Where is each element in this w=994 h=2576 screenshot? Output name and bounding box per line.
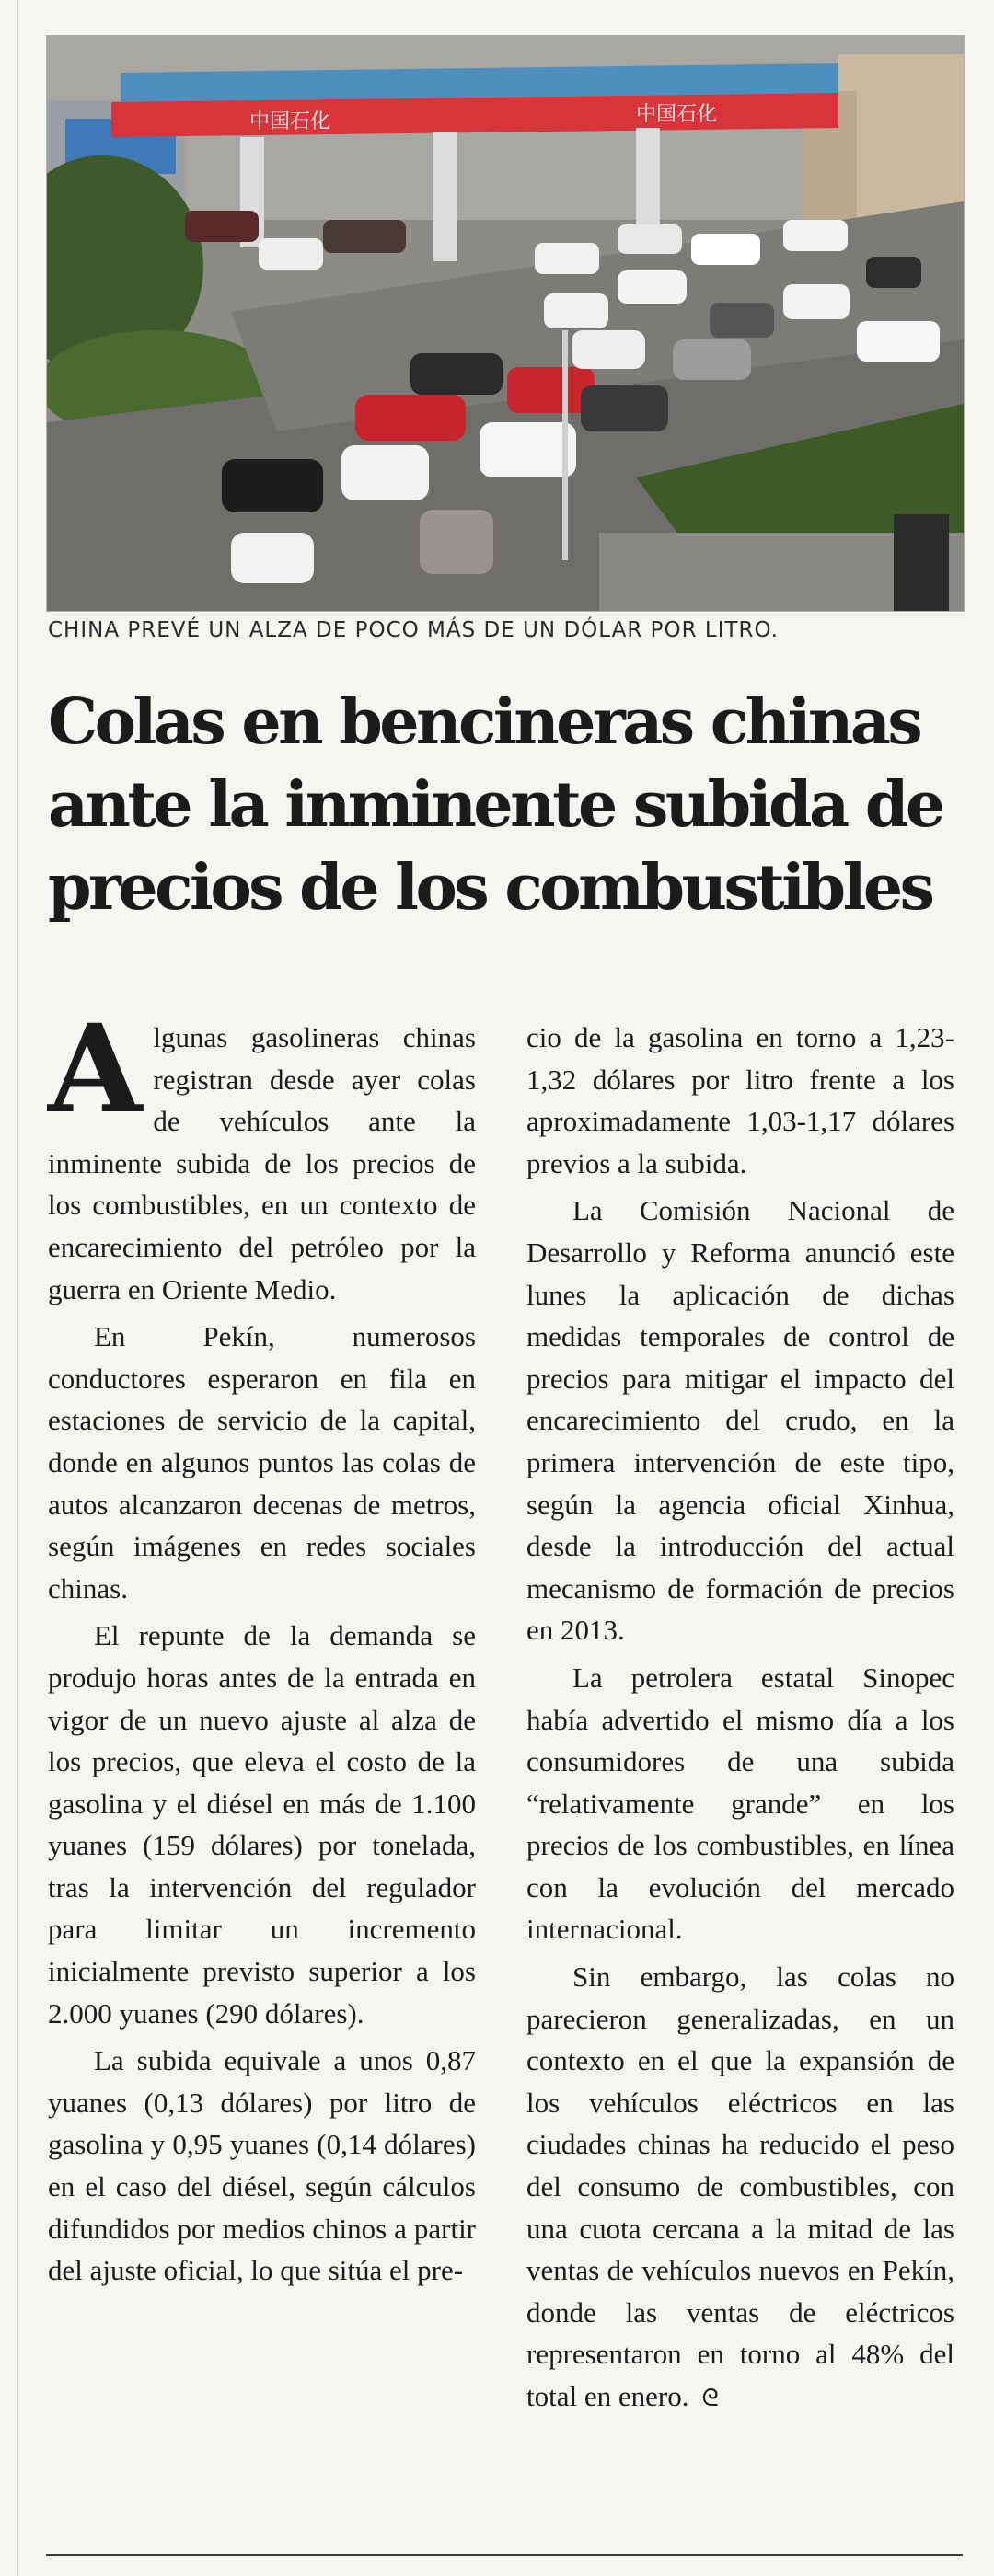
article-paragraph-6: La Comisión Nacional de Desarrollo y Reforma anunció este lunes la aplicación de dichas medidas temporales de control de precios para mitigar el impacto del encarecimiento del crudo, en la primera intervención de este tipo, según la agencia oficial Xinhua, desde la introducción del actual mecanismo de formación de precios en 2013. <box>526 1194 954 1647</box>
station-sign-text: 中国石化 <box>636 103 718 126</box>
article-paragraph-5: cio de la gasolina en torno a 1,23-1,32 dólares por litro frente a los aproximadamente 1,03-1,17 dólares previos a la subida. <box>526 1021 954 1179</box>
article-paragraph-3: El repunte de la demanda se produjo horas antes de la entrada en vigor de un nuevo ajuste al alza de los precios, que eleva el costo de la gasolina y el diésel en más de 1.100 yuanes (159 dólares) por tonelada, tras la intervención del regulador para limitar un incremento inicialmente previsto superior a los 2.000 yuanes (290 dólares). <box>48 1619 476 2030</box>
end-mark-icon: ᘓ <box>701 2385 719 2412</box>
drop-cap: A <box>48 998 143 1141</box>
article-column-left <box>48 998 476 2297</box>
article-paragraph-1 <box>48 998 476 1310</box>
news-photo <box>46 35 965 612</box>
gas-station-illustration <box>47 36 964 611</box>
article-paragraph-8 <box>526 1956 954 2421</box>
paragraph-text: Sin embargo, las colas no parecieron generalizadas, en un contexto en el que la expansión de los vehículos eléctricos en las ciudades chinas ha reducido el peso del consumo de combustibles, con una cuota cercana a la mitad de las ventas de vehículos nuevos en Pekín, donde las ventas de eléctricos representaron en torno al 48% del total en enero. <box>526 1961 954 2412</box>
page-margin-rule <box>17 0 18 2576</box>
article-column-right <box>526 1017 954 2426</box>
article-paragraph-2: En Pekín, numerosos conductores esperaron en fila en estaciones de servicio de la capital, donde en algunos puntos las colas de autos alcanzaron decenas de metros, según imágenes en redes sociales chinas. <box>48 1320 476 1604</box>
paragraph-text: lgunas gasolineras chinas registran desde ayer colas de vehículos ante la inminente subida de los precios de los combustibles, en un contexto de encarecimiento del petróleo por la guerra en Oriente Medio. <box>48 1021 476 1305</box>
headline: Colas en bencineras chinas ante la inminente subida de precios de los combustibles <box>48 685 942 925</box>
station-sign-text-2: 中国石化 <box>249 110 331 133</box>
article-paragraph-4: La subida equivale a unos 0,87 yuanes (0,13 dólares) por litro de gasolina y 0,95 yuanes (0,14 dólares) en el caso del diésel, según cálculos difundidos por medios chinos a partir del ajuste oficial, lo que sitúa el pre- <box>48 2044 476 2287</box>
article-paragraph-7: La petrolera estatal Sinopec había advertido el mismo día a los consumidores de una subida “relativamente grande” en los precios de los combustibles, en línea con la evolución del mercado internacional. <box>526 1661 954 1946</box>
photo-caption: CHINA PREVÉ UN ALZA DE POCO MÁS DE UN DÓLAR POR LITRO. <box>48 618 779 642</box>
bottom-divider <box>46 2554 963 2556</box>
